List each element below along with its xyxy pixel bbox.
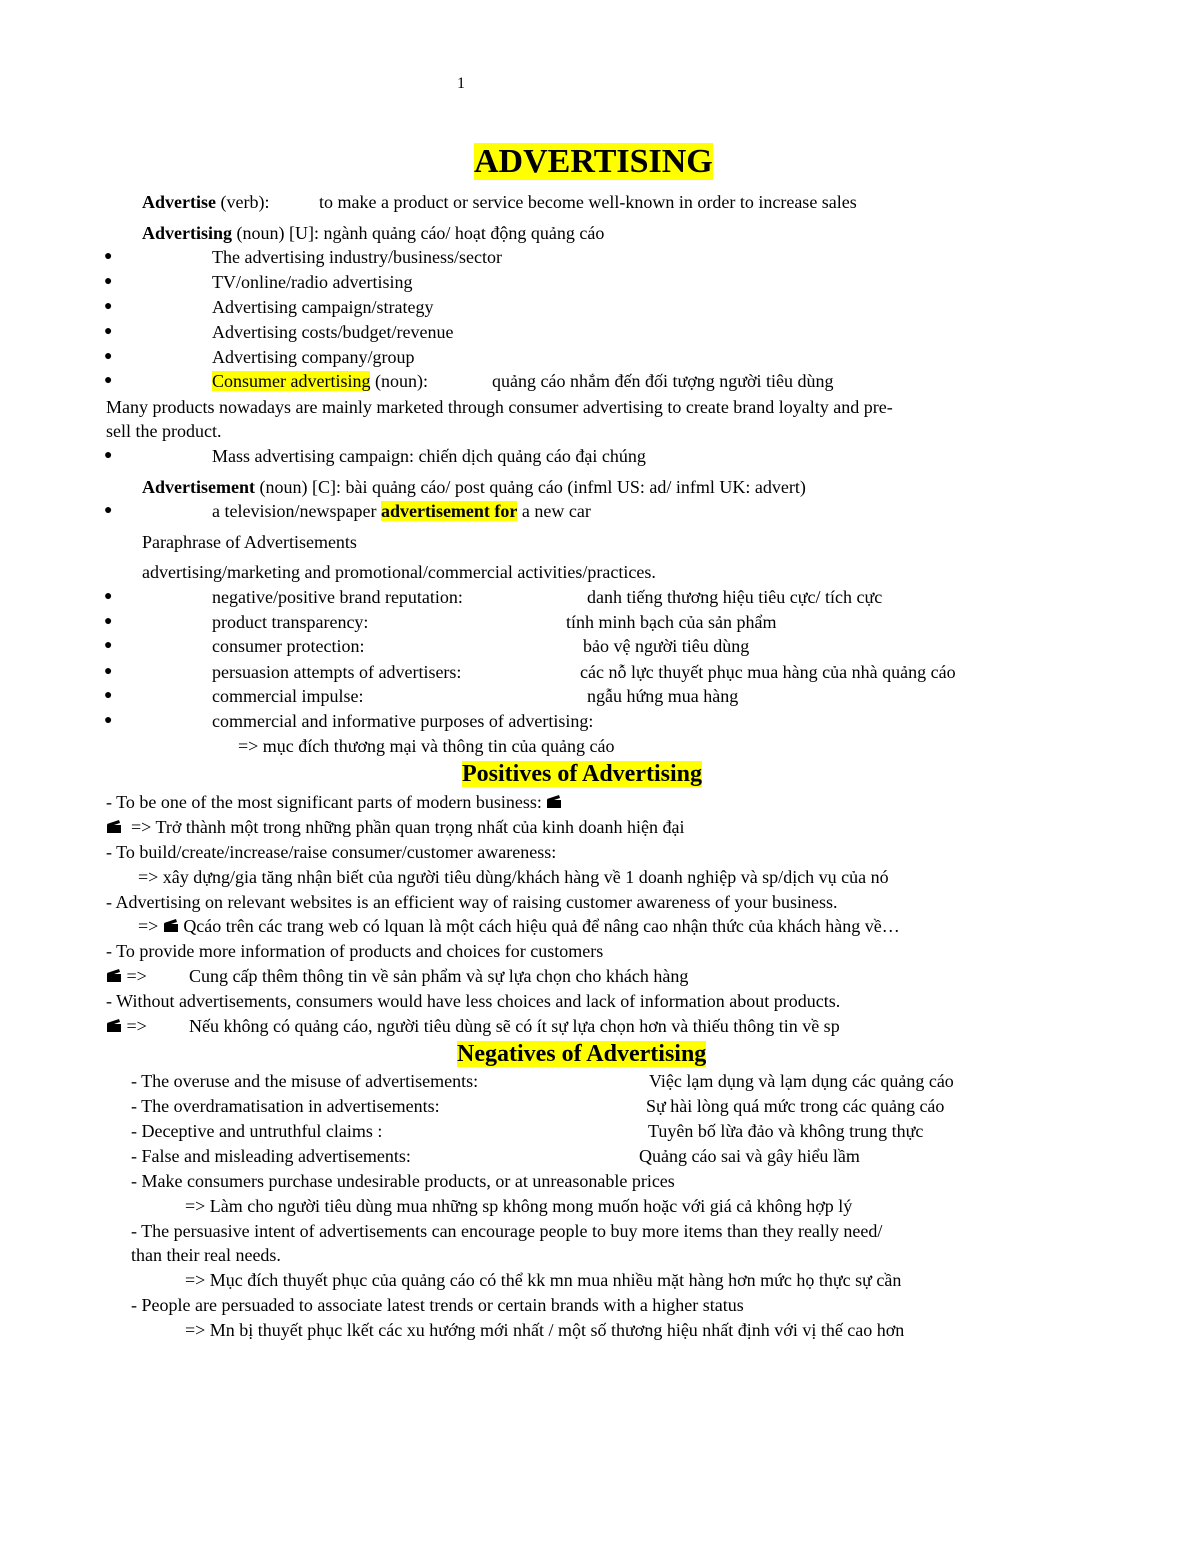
- bullet: ●: [104, 688, 113, 703]
- bullet: ●: [104, 274, 113, 289]
- advertisement-example: a television/newspaper advertisement for a new car: [212, 501, 591, 521]
- list-item: TV/online/radio advertising: [212, 272, 413, 292]
- clapperboard-icon: [546, 795, 562, 809]
- paraphrase-en: consumer protection:: [212, 636, 365, 656]
- positive-line: Cung cấp thêm thông tin về sản phẩm và sự lựa chọn cho khách hàng: [189, 966, 689, 986]
- clapperboard-icon: [163, 919, 179, 933]
- bullet: ●: [104, 324, 113, 339]
- list-item: Advertising company/group: [212, 347, 415, 367]
- positives-heading: Positives of Advertising: [462, 761, 702, 787]
- clapperboard-icon: [106, 969, 122, 983]
- bullet: ●: [104, 664, 113, 679]
- paraphrase-vi: ngẫu hứng mua hàng: [587, 686, 739, 706]
- negative-line: => Mục đích thuyết phục của quảng cáo có thể kk mn mua nhiều mặt hàng hơn mức họ thực sự cần: [185, 1270, 902, 1290]
- negative-line: - Make consumers purchase undesirable products, or at unreasonable prices: [131, 1171, 675, 1191]
- paraphrase-vi: các nỗ lực thuyết phục mua hàng của nhà quảng cáo: [580, 662, 956, 682]
- negative-line: than their real needs.: [131, 1245, 281, 1265]
- negative-en: - False and misleading advertisements:: [131, 1146, 411, 1166]
- paraphrase-vi: danh tiếng thương hiệu tiêu cực/ tích cực: [587, 587, 883, 607]
- positive-line: => Qcáo trên các trang web có lquan là một cách hiệu quả để nâng cao nhận thức của khách hàng về…: [138, 916, 900, 936]
- paraphrase-en: product transparency:: [212, 612, 369, 632]
- negative-line: - People are persuaded to associate latest trends or certain brands with a higher status: [131, 1295, 744, 1315]
- advertisement-definition: Advertisement (noun) [C]: bài quảng cáo/ post quảng cáo (infml US: ad/ infml UK: advert): [142, 477, 806, 497]
- negative-vi: Tuyên bố lừa đảo và không trung thực: [648, 1121, 924, 1141]
- bullet: ●: [104, 373, 113, 388]
- paraphrase-en: commercial impulse:: [212, 686, 364, 706]
- paraphrase-heading: Paraphrase of Advertisements: [142, 532, 357, 552]
- paraphrase-vi: bảo vệ người tiêu dùng: [583, 636, 750, 656]
- clapperboard-icon: [106, 820, 122, 834]
- paraphrase-en: persuasion attempts of advertisers:: [212, 662, 462, 682]
- advertising-definition: Advertising (noun) [U]: ngành quảng cáo/ hoạt động quảng cáo: [142, 223, 605, 243]
- paraphrase-line: advertising/marketing and promotional/commercial activities/practices.: [142, 562, 656, 582]
- negative-en: - The overuse and the misuse of advertisements:: [131, 1071, 479, 1091]
- consumer-example-line1: Many products nowadays are mainly marketed through consumer advertising to create brand loyalty and pre-: [106, 397, 893, 417]
- positive-line: Nếu không có quảng cáo, người tiêu dùng sẽ có ít sự lựa chọn hơn và thiếu thông tin về sp: [189, 1016, 840, 1036]
- paraphrase-purposes-vi: => mục đích thương mại và thông tin của quảng cáo: [238, 736, 615, 756]
- bullet: ●: [104, 249, 113, 264]
- positive-line: - Without advertisements, consumers would have less choices and lack of information about products.: [106, 991, 841, 1011]
- negative-vi: Quảng cáo sai và gây hiểu lầm: [639, 1146, 860, 1166]
- paraphrase-en: negative/positive brand reputation:: [212, 587, 463, 607]
- page-number: 1: [457, 75, 465, 92]
- clapperboard-icon: [106, 1019, 122, 1033]
- list-item: Mass advertising campaign: chiến dịch quảng cáo đại chúng: [212, 446, 646, 466]
- bullet: ●: [104, 503, 113, 518]
- page-title: ADVERTISING: [474, 143, 713, 180]
- negatives-heading: Negatives of Advertising: [457, 1041, 707, 1067]
- bullet: ●: [104, 589, 113, 604]
- advertise-meaning: to make a product or service become well-known in order to increase sales: [319, 192, 857, 212]
- negative-vi: Việc lạm dụng và lạm dụng các quảng cáo: [649, 1071, 954, 1091]
- positive-line: - To be one of the most significant parts of modern business:: [106, 790, 562, 814]
- positive-line: =>: [106, 1014, 147, 1038]
- bullet: ●: [104, 448, 113, 463]
- consumer-advertising-meaning: quảng cáo nhắm đến đối tượng người tiêu dùng: [492, 371, 834, 391]
- negative-line: => Mn bị thuyết phục lkết các xu hướng mới nhất / một số thương hiệu nhất định với vị thế cao hơn: [185, 1320, 905, 1340]
- list-item: Advertising costs/budget/revenue: [212, 322, 454, 342]
- positive-line: => xây dựng/gia tăng nhận biết của người tiêu dùng/khách hàng về 1 doanh nghiệp và sp/dịch vụ của nó: [138, 867, 889, 887]
- paraphrase-vi: tính minh bạch của sản phẩm: [566, 612, 777, 632]
- negative-en: - Deceptive and untruthful claims :: [131, 1121, 383, 1141]
- negative-line: - The persuasive intent of advertisements can encourage people to buy more items than they really need/: [131, 1221, 883, 1241]
- bullet: ●: [104, 349, 113, 364]
- positive-line: => Trở thành một trong những phần quan trọng nhất của kinh doanh hiện đại: [106, 815, 685, 839]
- positive-line: =>: [106, 964, 147, 988]
- positive-line: - To build/create/increase/raise consumer/customer awareness:: [106, 842, 557, 862]
- list-item: Advertising campaign/strategy: [212, 297, 434, 317]
- bullet: ●: [104, 614, 113, 629]
- negative-en: - The overdramatisation in advertisements:: [131, 1096, 440, 1116]
- consumer-advertising-term: Consumer advertising (noun):: [212, 371, 428, 391]
- negative-line: => Làm cho người tiêu dùng mua những sp không mong muốn hoặc với giá cả không hợp lý: [185, 1196, 853, 1216]
- consumer-example-line2: sell the product.: [106, 421, 222, 441]
- advertise-definition: Advertise (verb):: [142, 192, 270, 212]
- negative-vi: Sự hài lòng quá mức trong các quảng cáo: [646, 1096, 945, 1116]
- positive-line: - To provide more information of products and choices for customers: [106, 941, 604, 961]
- bullet: ●: [104, 638, 113, 653]
- paraphrase-en: commercial and informative purposes of advertising:: [212, 711, 594, 731]
- list-item: The advertising industry/business/sector: [212, 247, 502, 267]
- bullet: ●: [104, 713, 113, 728]
- positive-line: - Advertising on relevant websites is an efficient way of raising customer awareness of your business.: [106, 892, 838, 912]
- bullet: ●: [104, 299, 113, 314]
